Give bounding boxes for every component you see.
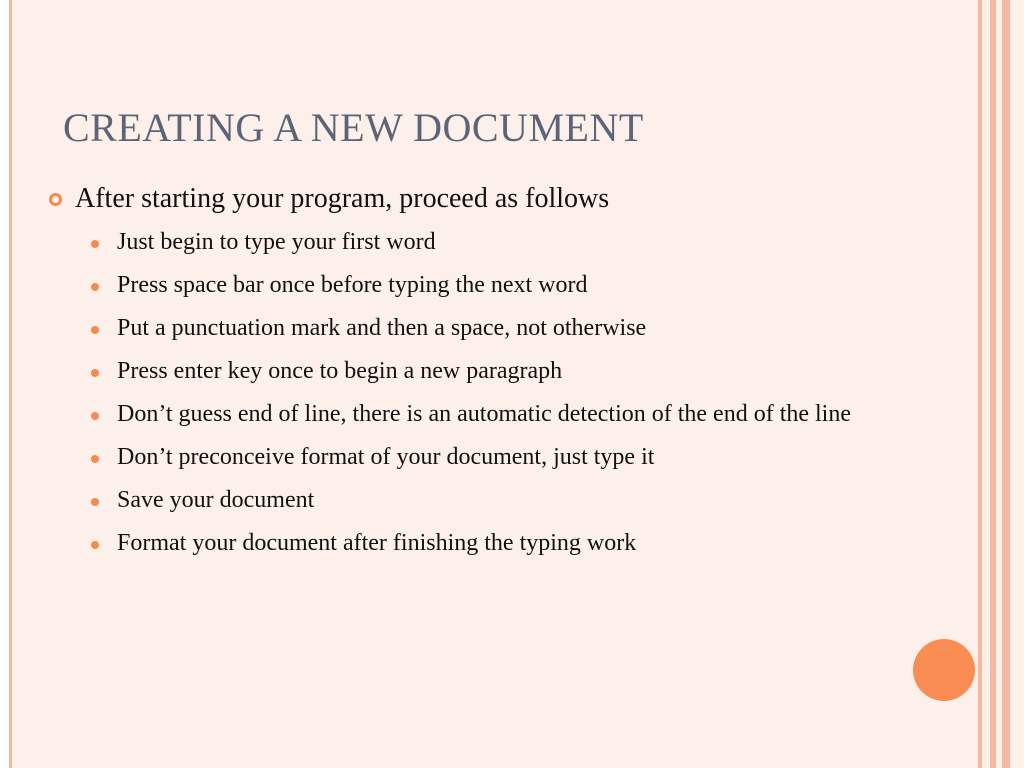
decorative-circle — [913, 639, 975, 701]
sub-bullet-text: Just begin to type your first word — [117, 229, 436, 255]
dot-bullet-icon — [91, 498, 99, 506]
sub-bullet-text: Put a punctuation mark and then a space, not otherwise — [117, 315, 647, 341]
slide-title: CREATING A NEW DOCUMENT — [63, 105, 644, 150]
dot-bullet-icon — [91, 412, 99, 420]
sub-bullet-item — [48, 397, 963, 432]
sub-bullet-item — [48, 440, 963, 475]
sub-bullet-text: Format your document after finishing the typing work — [117, 530, 637, 556]
sub-bullet-text: Press enter key once to begin a new paragraph — [117, 358, 563, 384]
main-bullet-text: After starting your program, proceed as follows — [75, 183, 610, 214]
slide-body — [48, 181, 963, 569]
dot-bullet-icon — [91, 369, 99, 377]
dot-bullet-icon — [91, 283, 99, 291]
sub-bullet-item — [48, 354, 963, 389]
sub-bullet-text: Press space bar once before typing the next word — [117, 272, 588, 298]
main-bullet-item — [48, 181, 963, 217]
sub-bullet-text: Save your document — [117, 487, 315, 513]
sub-bullet-item — [48, 311, 963, 346]
dot-bullet-icon — [91, 240, 99, 248]
right-stripe — [1010, 0, 1024, 768]
sub-bullet-text: Don’t preconceive format of your document, just type it — [117, 444, 655, 470]
sub-bullet-item — [48, 483, 963, 518]
right-stripe — [982, 0, 990, 768]
dot-bullet-icon — [91, 326, 99, 334]
dot-bullet-icon — [91, 455, 99, 463]
sub-bullet-item — [48, 268, 963, 303]
dot-bullet-icon — [91, 541, 99, 549]
sub-bullet-list — [48, 225, 963, 561]
sub-bullet-text: Don’t guess end of line, there is an automatic detection of the end of the line — [117, 401, 852, 427]
sub-bullet-item — [48, 526, 963, 561]
ring-bullet-icon — [49, 193, 62, 206]
right-stripe — [1002, 0, 1010, 768]
sub-bullet-item — [48, 225, 963, 260]
